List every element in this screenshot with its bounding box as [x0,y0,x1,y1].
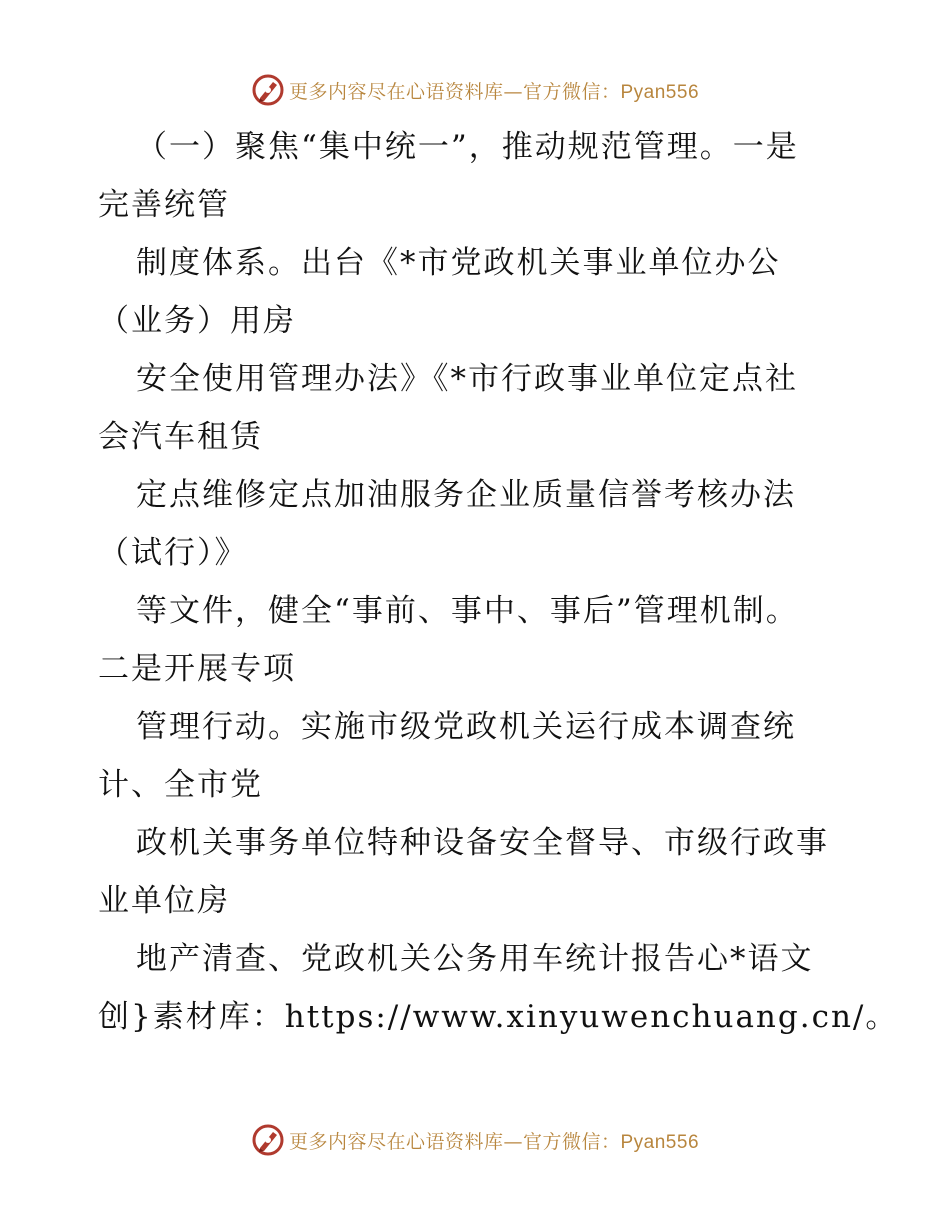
pen-seal-icon [251,1123,285,1157]
text-line: （一）聚焦“集中统一”，推动规范管理。一是 [136,129,799,165]
text-line: 会汽车租赁 [98,419,263,455]
text-line: 计、全市党 [98,767,263,803]
text-line: （业务）用房 [98,303,296,339]
header-text [289,77,699,104]
header-label: 更多内容尽在心语资料库—官方微信： [288,80,621,103]
footer-wechat-id: Pyan556 [620,1131,700,1153]
text-line: 二是开展专项 [98,651,296,687]
text-line: 定点维修定点加油服务企业质量信誉考核办法 [136,477,796,513]
header-wechat-id: Pyan556 [620,81,700,103]
text-line: 完善统管 [98,187,230,223]
text-line: 创}素材库：https://www.xinyuwenchuang.cn/。 [98,999,899,1035]
header-banner [0,70,950,110]
text-line: （试行）》 [98,535,248,571]
text-line: 管理行动。实施市级党政机关运行成本调查统 [136,709,796,745]
document-body [98,118,899,1046]
pen-seal-icon [251,73,285,107]
footer-label: 更多内容尽在心语资料库—官方微信： [288,1130,621,1153]
text-line: 等文件，健全“事前、事中、事后”管理机制。 [136,593,799,629]
text-line: 制度体系。出台《*市党政机关事业单位办公 [136,245,781,281]
footer-banner [0,1120,950,1160]
text-line: 安全使用管理办法》《*市行政事业单位定点社 [136,361,798,397]
text-line: 地产清查、党政机关公务用车统计报告心*语文 [136,941,814,977]
text-line: 业单位房 [98,883,230,919]
text-line: 政机关事务单位特种设备安全督导、市级行政事 [136,825,829,861]
footer-text [289,1127,699,1154]
